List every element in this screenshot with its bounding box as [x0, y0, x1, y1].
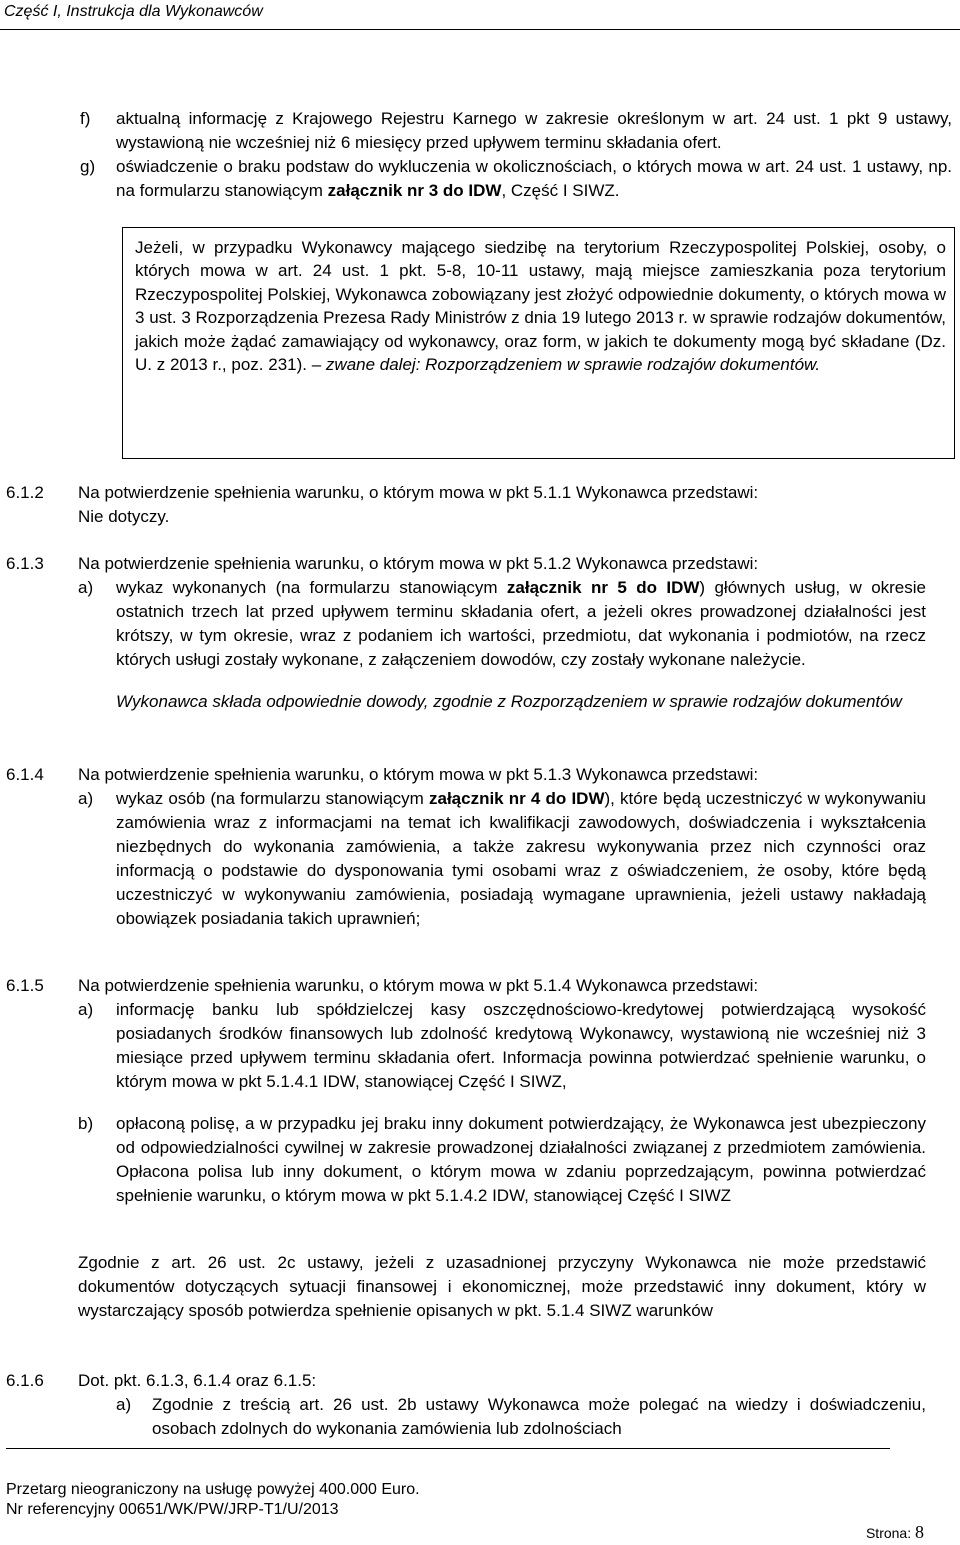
item-615a-label: a): [78, 1000, 94, 1019]
item-f-text: aktualną informację z Krajowego Rejestru Karnego w zakresie określonym w art. 24 ust. 1 pkt 9 ustawy, wystawioną nie wcześniej niż 6 miesięcy przed upływem terminu składania ofert.: [116, 109, 952, 152]
item-f-label: f): [80, 109, 91, 128]
item-613a-text-end: ) głównych usług, w okresie ostatnich trzech lat przed upływem terminu składania ofert, a jeżeli okres prowadzonej działalności jest krótszy, w tym okresie, wraz z podaniem ich wartości, przedmiotu, dat wykonania i podmiotów, na rzecz których usługi zostały wykonane, z załączeniem dowodów, czy zostały wykonane należycie.: [116, 578, 926, 669]
item-614a-text-start: wykaz osób (na formularzu stanowiącym: [116, 789, 429, 808]
item-613a-text: [116, 576, 926, 672]
item-613a-label: a): [78, 578, 94, 597]
page-number-label: [866, 1520, 924, 1545]
item-g-text-end: , Część I SIWZ.: [501, 181, 620, 200]
item-g-attachment-ref: załącznik nr 3 do IDW: [327, 181, 502, 200]
item-615b-text: opłaconą polisę, a w przypadku jej braku inny dokument potwierdzający, że Wykonawca jest ubezpieczony od odpowiedzialności cywilnej w zakresie prowadzonej działalności związanej z przedmiotem zamówienia. Opłacona polisa lub inny dokument, o którym mowa w zdaniu poprzedzającym, powinna potwierdzać spełnienie warunku, o którym mowa w pkt 5.1.4.2 IDW, stanowiącej Część I SIWZ: [116, 1114, 926, 1205]
section-615-note: Zgodnie z art. 26 ust. 2c ustawy, jeżeli z uzasadnionej przyczyny Wykonawca nie może przedstawić dokumentów dotyczących sytuacji finansowej i ekonomicznej, może przedstawić inny dokument, który w wystarczający sposób potwierdza spełnienie opisanych w pkt. 5.1.4 SIWZ warunków: [78, 1253, 926, 1320]
item-616a-text: Zgodnie z treścią art. 26 ust. 2b ustawy Wykonawca może polegać na wiedzy i doświadczeniu, osobach zdolnych do wykonania zamówienia lub zdolnościach: [152, 1395, 926, 1438]
footer-divider: [6, 1448, 890, 1449]
header-divider: [0, 29, 960, 30]
note-italic-definition: zwane dalej: Rozporządzeniem w sprawie rodzajów dokumentów.: [321, 355, 821, 375]
section-number-614: 6.1.4: [6, 765, 44, 784]
item-g-label: g): [80, 157, 96, 176]
item-613a-text-start: wykaz wykonanych (na formularzu stanowiącym: [116, 578, 507, 597]
item-613a-italic-note: [116, 690, 926, 714]
page-number: 8: [915, 1522, 924, 1542]
item-614a-text: [116, 787, 926, 931]
item-615b-label: b): [78, 1114, 94, 1133]
note-text: Jeżeli, w przypadku Wykonawcy mającego siedzibę na terytorium Rzeczypospolitej Polskiej, osoby, o których mowa w art. 24 ust. 1 pkt. 5-8, 10-11 ustawy, mają miejsce zamieszkania poza terytorium Rzeczypospolitej Polskiej, Wykonawca zobowiązany jest złożyć odpowiednie dokumenty, o których mowa w 3 ust. 3 Rozporządzenia Prezesa Rady Ministrów z dnia 19 lutego 2013 r. w sprawie rodzajów dokumentów, jakich może żądać zamawiający od wykonawcy, oraz form, w jakich te dokumenty mogą być składane (Dz. U. z 2013 r., poz. 231).: [135, 238, 946, 375]
footer-reference-number: Nr referencyjny 00651/WK/PW/JRP-T1/U/2013: [6, 1501, 339, 1518]
section-heading-613: Na potwierdzenie spełnienia warunku, o którym mowa w pkt 5.1.2 Wykonawca przedstawi:: [78, 554, 759, 573]
section-text-612: Nie dotyczy.: [78, 507, 170, 526]
item-614a-attachment-ref: załącznik nr 4 do IDW: [428, 789, 605, 808]
item-g-text: [116, 155, 952, 203]
note-dash: –: [311, 355, 322, 375]
section-heading-615: Na potwierdzenie spełnienia warunku, o którym mowa w pkt 5.1.4 Wykonawca przedstawi:: [78, 976, 759, 995]
item-613a-italic-text: Wykonawca składa odpowiednie dowody, zgodnie z Rozporządzeniem w sprawie rodzajów dokumentów: [116, 692, 902, 711]
item-614a-text-end: ), które będą uczestniczyć w wykonywaniu zamówienia wraz z informacjami na temat ich kwalifikacji zawodowych, doświadczenia i wykształcenia niezbędnych do wykonania zamówienia, a także zakresu wykonywania przez nich czynności oraz informacją o podstawie do dysponowania tymi osobami wraz z oświadczeniem, że osoby, które będą uczestniczyć w wykonywaniu zamówienia, posiadają wymagane uprawnienia, jeżeli ustawy nakładają obowiązek posiadania takich uprawnień;: [116, 789, 927, 928]
item-g-text-start: oświadczenie o braku podstaw do wykluczenia w okolicznościach, o których mowa w art. 24 ust. 1 ustawy, np. na formularzu stanowiącym: [116, 157, 952, 200]
section-number-616: 6.1.6: [6, 1371, 44, 1390]
section-number-612: 6.1.2: [6, 483, 44, 502]
page-header-title: Część I, Instrukcja dla Wykonawców: [4, 3, 263, 20]
item-615a-text: informację banku lub spółdzielczej kasy oszczędnościowo-kredytowej potwierdzającą wysokość posiadanych środków finansowych lub zdolność kredytową Wykonawcy, wystawioną nie wcześniej niż 3 miesiące przed upływem terminu składania ofert. Informacja powinna potwierdzać spełnienie warunku, o którym mowa w pkt 5.1.4.1 IDW, stanowiącej Część I SIWZ,: [116, 1000, 926, 1091]
section-heading-614: Na potwierdzenie spełnienia warunku, o którym mowa w pkt 5.1.3 Wykonawca przedstawi:: [78, 765, 759, 784]
item-613a-attachment-ref: załącznik nr 5 do IDW: [506, 578, 700, 597]
section-number-615: 6.1.5: [6, 976, 44, 995]
section-heading-616: Dot. pkt. 6.1.3, 6.1.4 oraz 6.1.5:: [78, 1371, 317, 1390]
section-number-613: 6.1.3: [6, 554, 44, 573]
item-616a-label: a): [116, 1395, 132, 1414]
foreign-residence-note: [135, 236, 946, 376]
section-heading-612: Na potwierdzenie spełnienia warunku, o którym mowa w pkt 5.1.1 Wykonawca przedstawi:: [78, 483, 759, 502]
page-label-text: Strona:: [865, 1525, 915, 1541]
footer-tender-type: Przetarg nieograniczony na usługę powyżej 400.000 Euro.: [6, 1481, 420, 1498]
foreign-residence-note-box: [122, 227, 955, 459]
item-614a-label: a): [78, 789, 94, 808]
